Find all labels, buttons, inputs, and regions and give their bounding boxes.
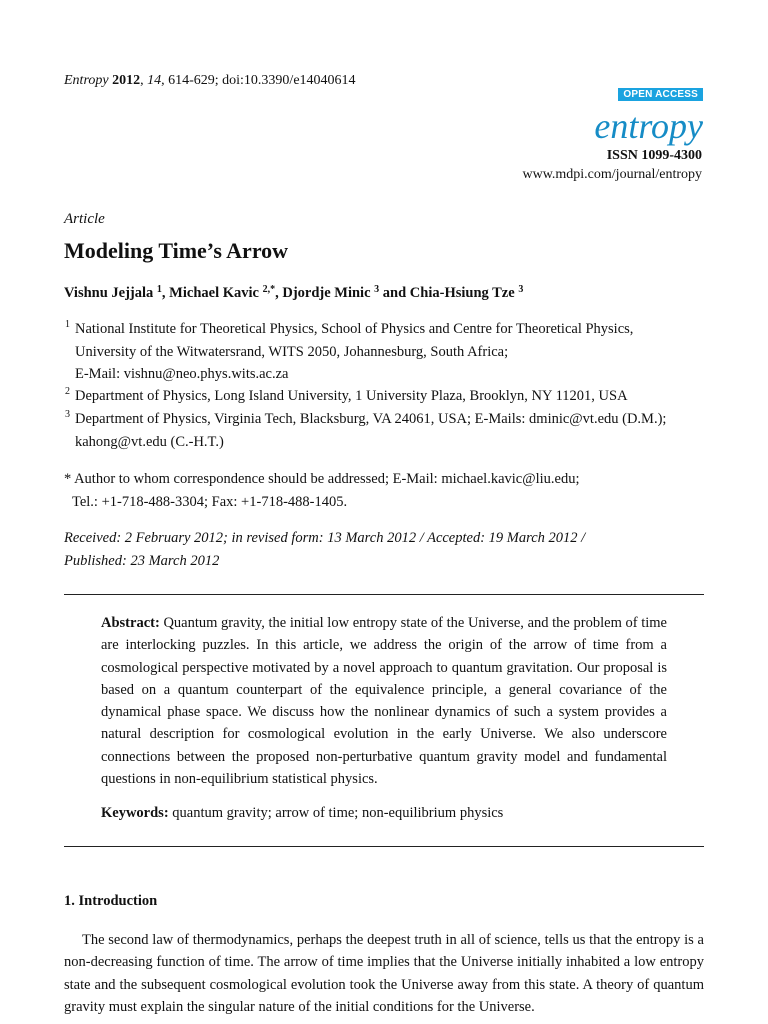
abstract-label: Abstract:	[101, 615, 160, 631]
abstract	[101, 612, 667, 790]
author-list: Vishnu Jejjala $^1$, Michael Kavic $^{2,*}$, Djordje Minic $^3$ and Chia-Hsiung Tze $^3$	[64, 284, 524, 301]
keywords-text: quantum gravity; arrow of time; non-equilibrium physics	[168, 805, 504, 821]
body-paragraph: The second law of thermodynamics, perhaps the deepest truth in all of science, tells us that the entropy is a non-decreasing function of time. The arrow of time implies that the Universe initially inhabited a low entropy state and the subsequent cosmological evolution took the Universe away from this state. A theory of quantum gravity must explain the singular nature of the initial conditions for the Universe.	[64, 932, 704, 1015]
correspondence-line: Tel.: +1-718-488-3304; Fax: +1-718-488-1405.	[72, 493, 348, 510]
affiliation-line: University of the Witwatersrand, WITS 2050, Johannesburg, South Africa;	[75, 343, 509, 360]
citation-year: 2012	[112, 73, 141, 88]
affiliation-line: kahong@vt.edu (C.-H.T.)	[75, 433, 224, 450]
page-title: Modeling Time’s Arrow	[64, 238, 289, 263]
correspondence-note	[64, 468, 704, 513]
issn: ISSN 1099-4300	[606, 148, 702, 163]
abstract-text: Quantum gravity, the initial low entropy state of the Universe, and the problem of time are interlocking puzzles. In this article, we address the origin of the arrow of time from a cosmological perspective motivated by a novel approach to quantum gravitation. Our proposal is based on a quantum counterpart of the equivalence principle, a general covariance of the dynamical phase space. We discuss how the nonlinear dynamics of such a system provides a natural description for cosmological evolution in the early Universe. We also underscore connections between the proposed non-perturbative quantum gravity model and fundamental questions in non-equilibrium statistical physics.	[101, 615, 667, 788]
affiliation-line: Department of Physics, Long Island University, 1 University Plaza, Brooklyn, NY 11201, USA	[75, 388, 628, 404]
affiliation-3	[65, 408, 715, 453]
open-access-badge: OPEN ACCESS	[618, 88, 703, 101]
journal-url[interactable]: www.mdpi.com/journal/entropy	[522, 167, 702, 182]
author-affiliation-mark: 1	[156, 284, 162, 295]
affiliation-1	[65, 318, 725, 386]
author-name: Chia-Hsiung Tze	[409, 285, 515, 301]
article-type: Article	[64, 211, 105, 227]
affiliation-number: 1	[65, 319, 70, 330]
author-name: Djordje Minic	[282, 285, 371, 301]
affiliation-line: National Institute for Theoretical Physics, School of Physics and Centre for Theoretical Physics,	[75, 321, 634, 337]
journal-name: Entropy	[64, 73, 109, 88]
section-heading: 1. Introduction	[64, 893, 158, 909]
author-name: Michael Kavic	[169, 285, 259, 301]
author-affiliation-mark: 3	[518, 284, 524, 295]
keywords	[101, 805, 667, 822]
citation-line: Entropy 2012, 14, 614-629; doi:10.3390/e14040614	[64, 73, 356, 88]
affiliation-line: Department of Physics, Virginia Tech, Blacksburg, VA 24061, USA; E-Mails: dminic@vt.edu (D.M.);	[75, 411, 667, 427]
divider	[64, 846, 704, 847]
journal-logo: entropy	[594, 106, 703, 146]
author-name: Vishnu Jejjala	[64, 285, 154, 301]
dates-line: Published: 23 March 2012	[64, 552, 220, 569]
keywords-label: Keywords:	[101, 805, 169, 821]
correspondence-line: * Author to whom correspondence should be addressed; E-Mail: michael.kavic@liu.edu;	[64, 471, 580, 487]
citation-pages-doi: , 614-629; doi:10.3390/e14040614	[161, 73, 356, 88]
citation-volume: 14	[147, 73, 162, 88]
affiliation-number: 2	[65, 386, 70, 397]
affiliation-number: 3	[65, 409, 70, 420]
publication-dates	[64, 527, 704, 572]
author-affiliation-mark: 3	[374, 284, 380, 295]
affiliation-2	[65, 385, 725, 408]
author-affiliation-mark: 2,*	[262, 284, 276, 295]
dates-line: Received: 2 February 2012; in revised form: 13 March 2012 / Accepted: 19 March 2012 /	[64, 530, 586, 546]
divider	[64, 594, 704, 595]
affiliation-email[interactable]: E-Mail: vishnu@neo.phys.wits.ac.za	[75, 366, 289, 382]
